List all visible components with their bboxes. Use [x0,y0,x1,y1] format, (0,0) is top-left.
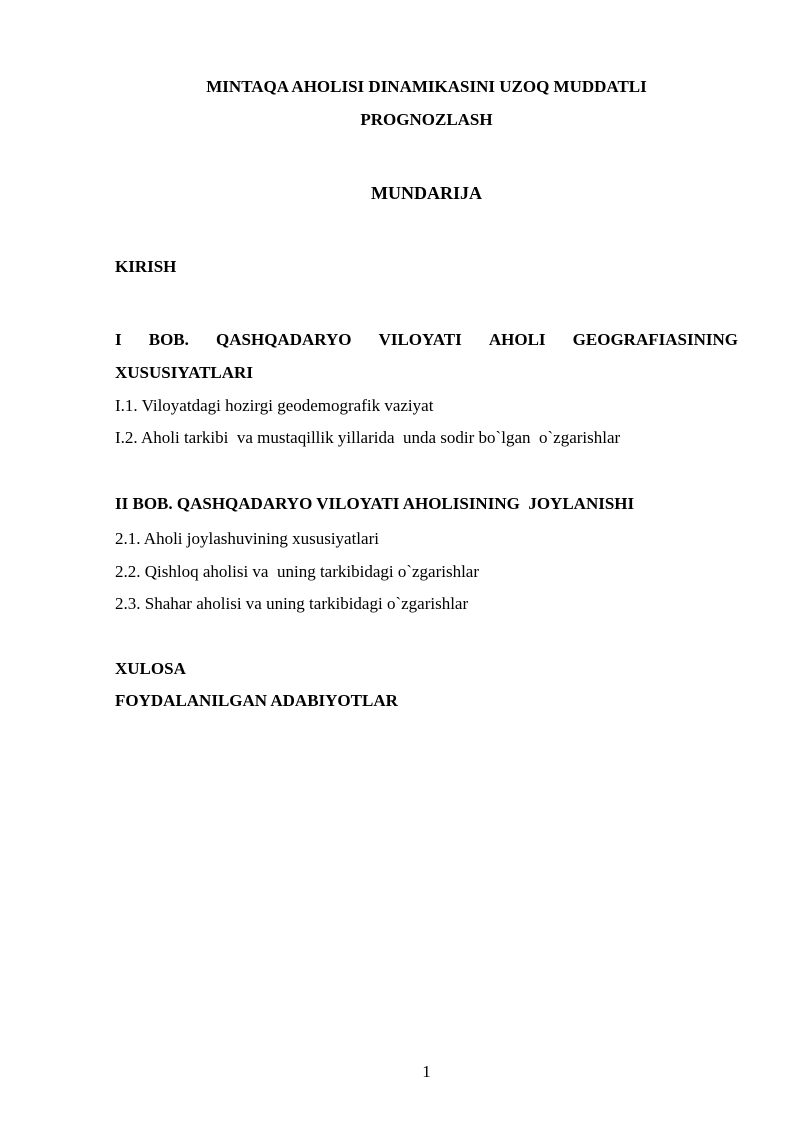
chapter1-heading-word: QASHQADARYO [216,330,352,349]
toc-entry-2-1: 2.1. Aholi joylashuvining xususiyatlari [115,529,379,548]
document-title-line-1: MINTAQA AHOLISI DINAMIKASINI UZOQ MUDDATLI [206,77,647,96]
toc-entry-conclusion: XULOSA [115,659,186,678]
page-number: 1 [422,1062,431,1081]
chapter2-heading: II BOB. QASHQADARYO VILOYATI AHOLISINING JOYLANISHI [115,494,635,513]
toc-heading: MUNDARIJA [371,183,482,203]
toc-entry-2-3: 2.3. Shahar aholisi va uning tarkibidagi o`zgarishlar [115,594,469,613]
toc-entry-1-2: I.2. Aholi tarkibi va mustaqillik yillarida unda sodir bo`lgan o`zgarishlar [115,428,621,447]
chapter1-heading-line-1 [115,330,738,350]
chapter1-heading-word: AHOLI [488,330,546,349]
toc-entry-2-2: 2.2. Qishloq aholisi va uning tarkibidagi o`zgarishlar [115,562,480,581]
chapter1-heading-word: VILOYATI [378,330,462,349]
chapter1-heading-word: GEOGRAFIASINING [572,330,738,349]
chapter1-heading-line-2: XUSUSIYATLARI [115,363,253,382]
toc-entry-references: FOYDALANILGAN ADABIYOTLAR [115,691,398,710]
chapter1-heading-word: I [115,330,122,349]
document-title-line-2: PROGNOZLASH [360,110,493,129]
toc-entry-1-1: I.1. Viloyatdagi hozirgi geodemografik vaziyat [115,396,434,415]
chapter1-heading-word: BOB. [148,330,189,349]
toc-entry-intro: KIRISH [115,257,177,276]
